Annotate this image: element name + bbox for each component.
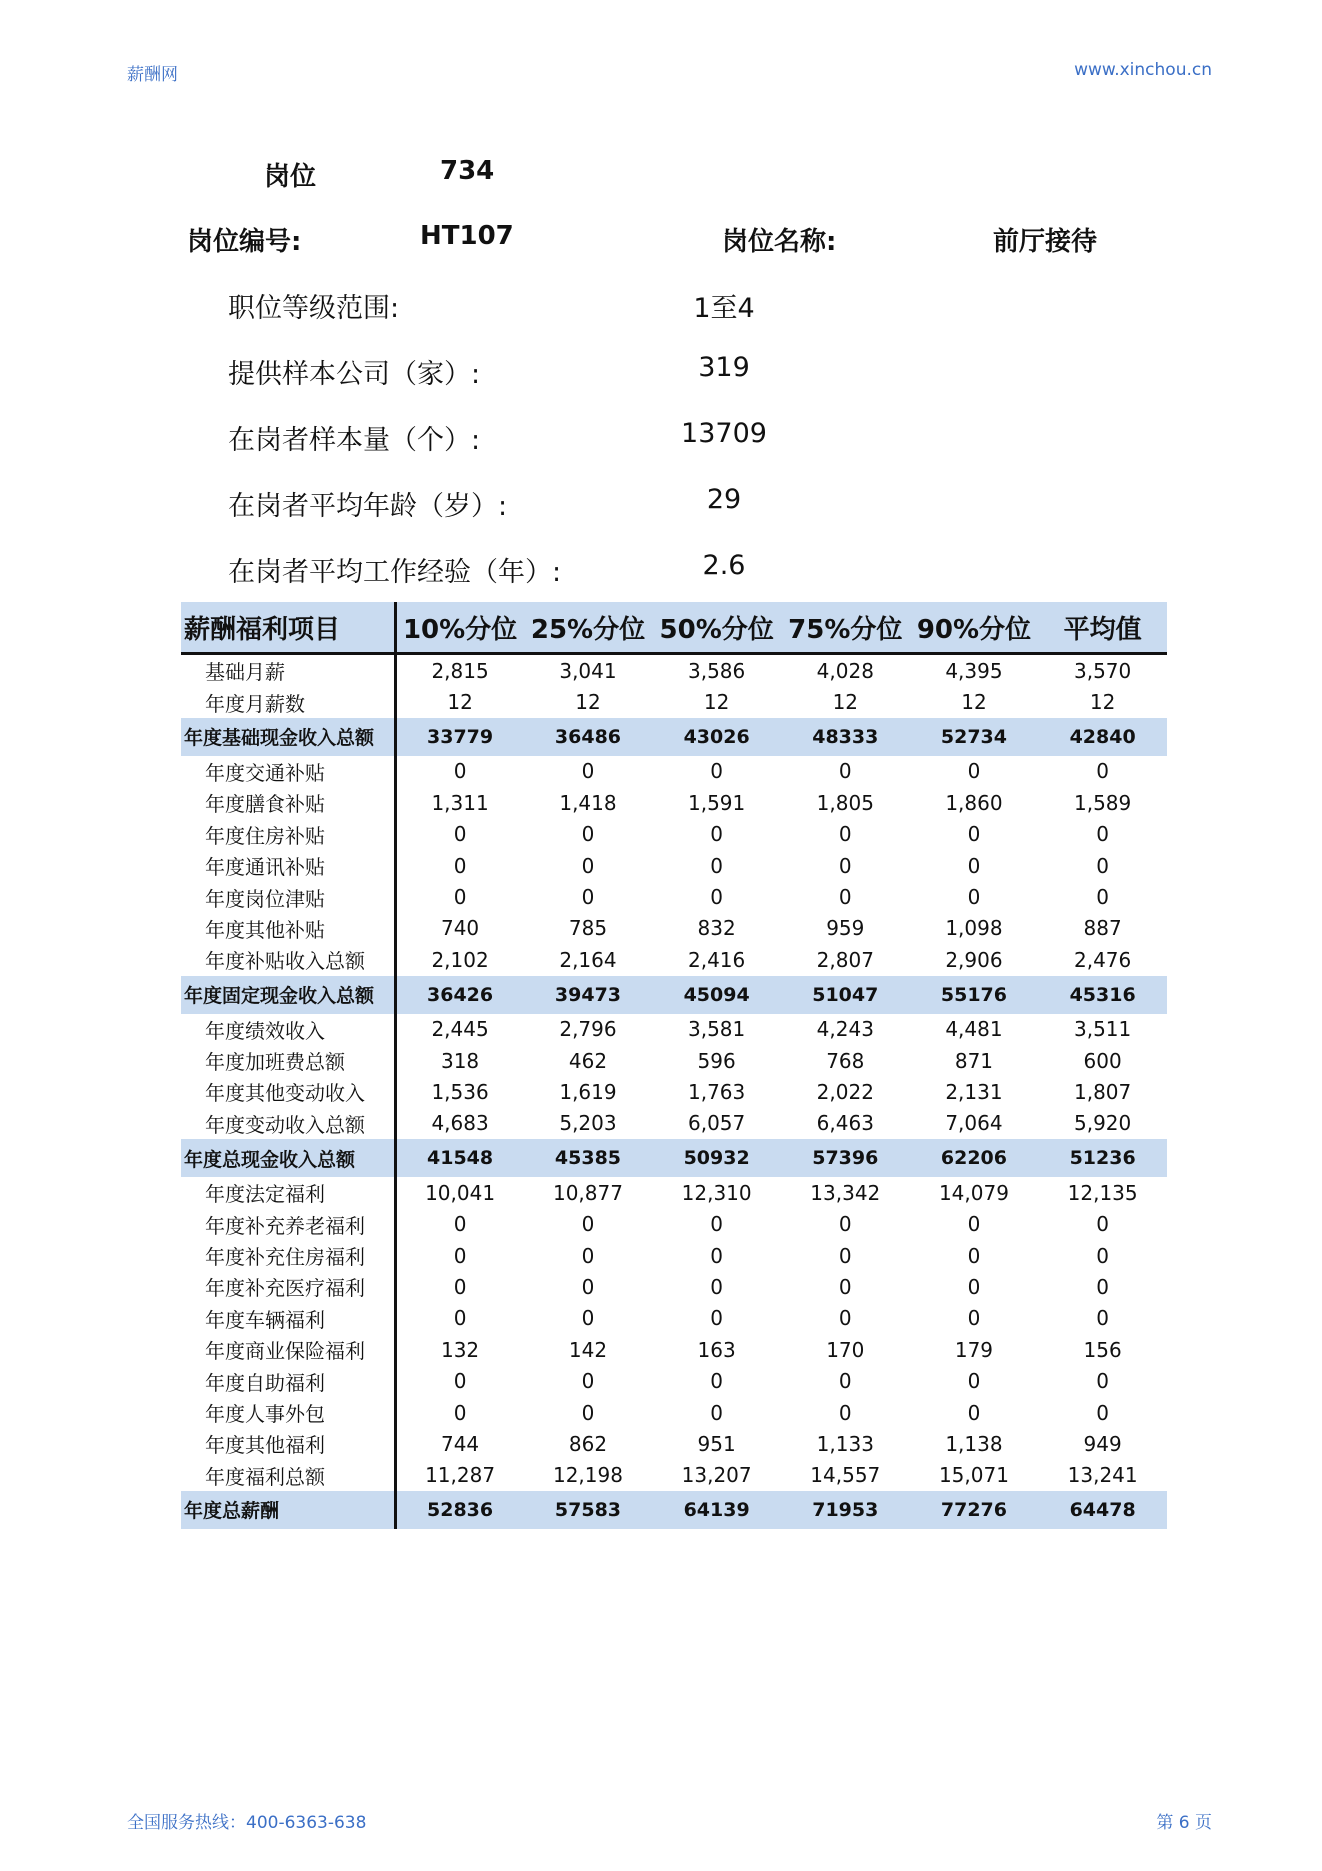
table-cell: 50932 — [652, 1139, 781, 1177]
table-header-row — [181, 602, 1167, 654]
table-cell: 3,511 — [1074, 1017, 1132, 1042]
table-row — [181, 1014, 1167, 1045]
col-header-p50: 50%分位 — [652, 602, 781, 654]
table-cell: 55176 — [910, 976, 1039, 1014]
col-header-p90: 90%分位 — [910, 602, 1039, 654]
table-cell: 3,570 — [1074, 658, 1132, 683]
table-row — [181, 944, 1167, 975]
table-cell: 52836 — [395, 1491, 524, 1529]
table-cell: 57583 — [524, 1491, 653, 1529]
row-label: 年度其他福利 — [181, 1428, 395, 1459]
table-cell: 0 — [581, 1306, 595, 1331]
avg-experience-value: 2.6 — [702, 550, 746, 581]
row-label: 年度加班费总额 — [181, 1045, 395, 1076]
table-cell: 0 — [581, 1400, 595, 1425]
table-cell: 0 — [453, 1400, 467, 1425]
row-label: 年度变动收入总额 — [181, 1108, 395, 1139]
table-cell: 14,557 — [810, 1463, 881, 1488]
table-cell: 45094 — [652, 976, 781, 1014]
summary-row — [181, 1139, 1167, 1177]
table-row — [181, 787, 1167, 818]
table-cell: 0 — [710, 1274, 723, 1299]
table-cell: 11,287 — [425, 1463, 496, 1488]
summary-row — [181, 718, 1167, 756]
table-cell: 13,241 — [1067, 1463, 1138, 1488]
col-header-item: 薪酬福利项目 — [181, 602, 395, 654]
table-cell: 36486 — [524, 718, 653, 756]
table-cell: 768 — [826, 1048, 865, 1073]
table-cell: 1,311 — [431, 790, 489, 815]
table-cell: 0 — [581, 1369, 595, 1394]
table-cell: 862 — [568, 1431, 608, 1456]
table-cell: 2,796 — [559, 1017, 617, 1042]
table-cell: 2,131 — [945, 1079, 1003, 1104]
row-label: 年度补贴收入总额 — [181, 944, 395, 975]
table-cell: 0 — [581, 853, 595, 878]
table-cell: 2,022 — [816, 1079, 874, 1104]
table-cell: 41548 — [395, 1139, 524, 1177]
table-cell: 0 — [453, 1306, 467, 1331]
table-cell: 0 — [710, 822, 723, 847]
row-label: 年度交通补贴 — [181, 756, 395, 787]
table-cell: 1,589 — [1074, 790, 1132, 815]
service-hotline: 全国服务热线：400-6363-638 — [127, 1813, 367, 1833]
avg-experience-label: 在岗者平均工作经验（年）: — [228, 557, 562, 588]
table-cell: 156 — [1083, 1337, 1122, 1362]
table-cell: 5,920 — [1074, 1111, 1132, 1136]
table-cell: 57396 — [781, 1139, 910, 1177]
table-row — [181, 1045, 1167, 1076]
table-cell: 1,805 — [816, 790, 874, 815]
row-label: 年度商业保险福利 — [181, 1334, 395, 1365]
table-cell: 887 — [1083, 916, 1122, 941]
table-cell: 0 — [1096, 1306, 1109, 1331]
row-label: 年度自助福利 — [181, 1365, 395, 1396]
table-cell: 1,418 — [559, 790, 617, 815]
table-cell: 0 — [710, 1212, 723, 1237]
table-cell: 0 — [710, 1369, 723, 1394]
table-cell: 2,164 — [559, 947, 617, 972]
row-label: 年度法定福利 — [181, 1177, 395, 1208]
table-cell: 0 — [1096, 1400, 1109, 1425]
table-cell: 1,807 — [1074, 1079, 1132, 1104]
avg-age-label: 在岗者平均年龄（岁）: — [228, 491, 508, 522]
table-cell: 39473 — [524, 976, 653, 1014]
table-cell: 951 — [697, 1431, 736, 1456]
sample-company-value: 319 — [698, 352, 750, 383]
table-row — [181, 1303, 1167, 1334]
table-cell: 12,135 — [1067, 1180, 1138, 1205]
table-cell: 0 — [710, 759, 723, 784]
table-cell: 13,207 — [681, 1463, 752, 1488]
row-label: 年度补充医疗福利 — [181, 1271, 395, 1302]
table-cell: 0 — [581, 1212, 595, 1237]
table-cell: 64478 — [1038, 1491, 1167, 1529]
table-cell: 52734 — [910, 718, 1039, 756]
table-cell: 132 — [440, 1337, 480, 1362]
col-header-p75: 75%分位 — [781, 602, 910, 654]
table-row — [181, 881, 1167, 912]
table-cell: 744 — [440, 1431, 480, 1456]
site-name: 薪酬网 — [127, 65, 178, 85]
row-label: 年度其他补贴 — [181, 913, 395, 944]
table-cell: 0 — [453, 1274, 467, 1299]
table-cell: 2,807 — [816, 947, 874, 972]
table-cell: 318 — [440, 1048, 480, 1073]
row-label: 年度绩效收入 — [181, 1014, 395, 1045]
table-cell: 0 — [581, 1243, 595, 1268]
table-cell: 6,057 — [688, 1111, 746, 1136]
row-label: 年度基础现金收入总额 — [181, 718, 395, 756]
table-cell: 51236 — [1038, 1139, 1167, 1177]
table-cell: 0 — [838, 1274, 852, 1299]
row-label: 年度固定现金收入总额 — [181, 976, 395, 1014]
table-cell: 0 — [710, 1306, 723, 1331]
table-cell: 0 — [453, 1243, 467, 1268]
table-cell: 0 — [1096, 1243, 1109, 1268]
table-cell: 740 — [440, 916, 480, 941]
table-cell: 0 — [838, 1369, 852, 1394]
table-cell: 12 — [1089, 690, 1116, 715]
row-label: 年度通讯补贴 — [181, 850, 395, 881]
table-cell: 0 — [967, 853, 981, 878]
table-cell: 170 — [826, 1337, 865, 1362]
row-label: 年度车辆福利 — [181, 1303, 395, 1334]
table-cell: 0 — [581, 1274, 595, 1299]
table-row — [181, 1428, 1167, 1459]
table-cell: 1,591 — [688, 790, 746, 815]
table-cell: 142 — [568, 1337, 608, 1362]
table-row — [181, 654, 1167, 687]
table-cell: 0 — [838, 1243, 852, 1268]
row-label: 年度总薪酬 — [181, 1491, 395, 1529]
table-cell: 0 — [967, 1212, 981, 1237]
table-cell: 0 — [1096, 822, 1109, 847]
table-cell: 12,198 — [552, 1463, 623, 1488]
table-cell: 0 — [1096, 1212, 1109, 1237]
table-cell: 0 — [581, 822, 595, 847]
avg-age-value: 29 — [706, 484, 742, 515]
row-label: 年度福利总额 — [181, 1460, 395, 1491]
grade-range-value: 1至4 — [693, 293, 755, 324]
row-label: 年度月薪数 — [181, 686, 395, 717]
table-cell: 45385 — [524, 1139, 653, 1177]
table-cell: 600 — [1083, 1048, 1122, 1073]
table-cell: 1,860 — [945, 790, 1003, 815]
table-cell: 0 — [967, 1274, 981, 1299]
table-cell: 4,395 — [945, 658, 1003, 683]
table-cell: 62206 — [910, 1139, 1039, 1177]
sample-company-label: 提供样本公司（家）: — [228, 359, 481, 390]
table-cell: 462 — [568, 1048, 608, 1073]
table-cell: 785 — [568, 916, 608, 941]
table-cell: 871 — [954, 1048, 994, 1073]
table-cell: 2,445 — [431, 1017, 489, 1042]
table-cell: 832 — [697, 916, 736, 941]
table-cell: 1,133 — [816, 1431, 874, 1456]
table-cell: 2,416 — [688, 947, 746, 972]
table-cell: 12 — [703, 690, 730, 715]
row-label: 年度岗位津贴 — [181, 881, 395, 912]
table-cell: 0 — [838, 822, 852, 847]
post-name-label: 岗位名称: — [722, 227, 837, 257]
table-cell: 33779 — [395, 718, 524, 756]
table-cell: 3,581 — [688, 1017, 746, 1042]
table-cell: 0 — [1096, 853, 1109, 878]
table-cell: 36426 — [395, 976, 524, 1014]
table-cell: 1,536 — [431, 1079, 489, 1104]
table-cell: 0 — [710, 1400, 723, 1425]
table-row — [181, 913, 1167, 944]
table-cell: 77276 — [910, 1491, 1039, 1529]
sample-size-label: 在岗者样本量（个）: — [228, 425, 481, 456]
table-cell: 179 — [954, 1337, 994, 1362]
table-cell: 64139 — [652, 1491, 781, 1529]
post-code-label: 岗位编号: — [187, 227, 302, 257]
table-row — [181, 1365, 1167, 1396]
site-url[interactable]: www.xinchou.cn — [1074, 60, 1212, 80]
row-label: 年度补充养老福利 — [181, 1208, 395, 1239]
table-cell: 0 — [967, 1400, 981, 1425]
table-row — [181, 1177, 1167, 1208]
table-cell: 0 — [838, 1306, 852, 1331]
table-cell: 0 — [967, 1243, 981, 1268]
table-cell: 12,310 — [681, 1180, 752, 1205]
row-label: 基础月薪 — [181, 654, 395, 687]
summary-row — [181, 1491, 1167, 1529]
post-label: 岗位 — [264, 162, 317, 192]
row-label: 年度住房补贴 — [181, 819, 395, 850]
table-cell: 0 — [710, 853, 723, 878]
table-cell: 4,683 — [431, 1111, 489, 1136]
table-cell: 0 — [581, 885, 595, 910]
table-cell: 0 — [838, 853, 852, 878]
table-cell: 0 — [453, 822, 467, 847]
col-header-avg: 平均值 — [1038, 602, 1167, 654]
page-number: 第 6 页 — [1156, 1813, 1212, 1833]
table-cell: 0 — [838, 1400, 852, 1425]
post-name: 前厅接待 — [993, 227, 1098, 257]
table-cell: 0 — [453, 1369, 467, 1394]
table-row — [181, 819, 1167, 850]
table-cell: 15,071 — [938, 1463, 1009, 1488]
row-label: 年度人事外包 — [181, 1397, 395, 1428]
table-row — [181, 1108, 1167, 1139]
table-cell: 6,463 — [816, 1111, 874, 1136]
table-cell: 48333 — [781, 718, 910, 756]
table-row — [181, 1460, 1167, 1491]
col-header-p25: 25%分位 — [524, 602, 653, 654]
table-cell: 42840 — [1038, 718, 1167, 756]
table-cell: 0 — [1096, 759, 1109, 784]
table-row — [181, 1076, 1167, 1107]
summary-row — [181, 976, 1167, 1014]
table-cell: 45316 — [1038, 976, 1167, 1014]
row-label: 年度膳食补贴 — [181, 787, 395, 818]
table-cell: 0 — [1096, 1369, 1109, 1394]
table-cell: 43026 — [652, 718, 781, 756]
table-cell: 51047 — [781, 976, 910, 1014]
table-row — [181, 850, 1167, 881]
table-cell: 0 — [453, 853, 467, 878]
table-cell: 2,476 — [1074, 947, 1132, 972]
table-cell: 12 — [961, 690, 987, 715]
grade-range-label: 职位等级范围: — [228, 293, 400, 324]
table-cell: 0 — [453, 1212, 467, 1237]
table-cell: 0 — [710, 885, 723, 910]
table-cell: 0 — [1096, 1274, 1109, 1299]
table-cell: 71953 — [781, 1491, 910, 1529]
table-cell: 4,243 — [816, 1017, 874, 1042]
row-label: 年度补充住房福利 — [181, 1240, 395, 1271]
table-cell: 0 — [710, 1243, 723, 1268]
table-cell: 12 — [575, 690, 601, 715]
table-cell: 0 — [581, 759, 595, 784]
row-label: 年度总现金收入总额 — [181, 1139, 395, 1177]
table-cell: 2,815 — [431, 658, 489, 683]
table-cell: 0 — [838, 1212, 852, 1237]
table-cell: 0 — [838, 759, 852, 784]
salary-table — [181, 602, 1167, 1529]
table-cell: 0 — [1096, 885, 1109, 910]
row-label: 年度其他变动收入 — [181, 1076, 395, 1107]
table-cell: 949 — [1083, 1431, 1122, 1456]
table-cell: 0 — [967, 759, 981, 784]
table-cell: 12 — [447, 690, 473, 715]
table-cell: 1,763 — [688, 1079, 746, 1104]
table-cell: 10,877 — [552, 1180, 623, 1205]
table-cell: 7,064 — [945, 1111, 1003, 1136]
col-header-p10: 10%分位 — [395, 602, 524, 654]
table-cell: 3,041 — [559, 658, 617, 683]
table-cell: 4,481 — [945, 1017, 1003, 1042]
table-row — [181, 1334, 1167, 1365]
post-code: HT107 — [420, 221, 514, 251]
table-cell: 0 — [967, 822, 981, 847]
table-cell: 4,028 — [816, 658, 874, 683]
sample-size-value: 13709 — [681, 418, 767, 449]
table-row — [181, 686, 1167, 717]
table-cell: 5,203 — [559, 1111, 617, 1136]
table-cell: 14,079 — [938, 1180, 1009, 1205]
table-cell: 2,906 — [945, 947, 1003, 972]
post-value: 734 — [440, 156, 495, 186]
table-row — [181, 756, 1167, 787]
table-row — [181, 1208, 1167, 1239]
table-cell: 0 — [453, 885, 467, 910]
table-cell: 12 — [832, 690, 859, 715]
table-row — [181, 1271, 1167, 1302]
table-cell: 13,342 — [810, 1180, 881, 1205]
table-cell: 596 — [697, 1048, 736, 1073]
table-cell: 3,586 — [688, 658, 746, 683]
table-cell: 1,619 — [559, 1079, 617, 1104]
table-row — [181, 1240, 1167, 1271]
table-cell: 959 — [826, 916, 865, 941]
table-cell: 0 — [453, 759, 467, 784]
table-cell: 1,138 — [945, 1431, 1003, 1456]
table-cell: 1,098 — [945, 916, 1003, 941]
table-cell: 10,041 — [425, 1180, 496, 1205]
table-cell: 163 — [697, 1337, 736, 1362]
table-row — [181, 1397, 1167, 1428]
table-cell: 0 — [967, 885, 981, 910]
table-cell: 0 — [967, 1306, 981, 1331]
table-cell: 0 — [838, 885, 852, 910]
table-cell: 2,102 — [431, 947, 489, 972]
table-cell: 0 — [967, 1369, 981, 1394]
